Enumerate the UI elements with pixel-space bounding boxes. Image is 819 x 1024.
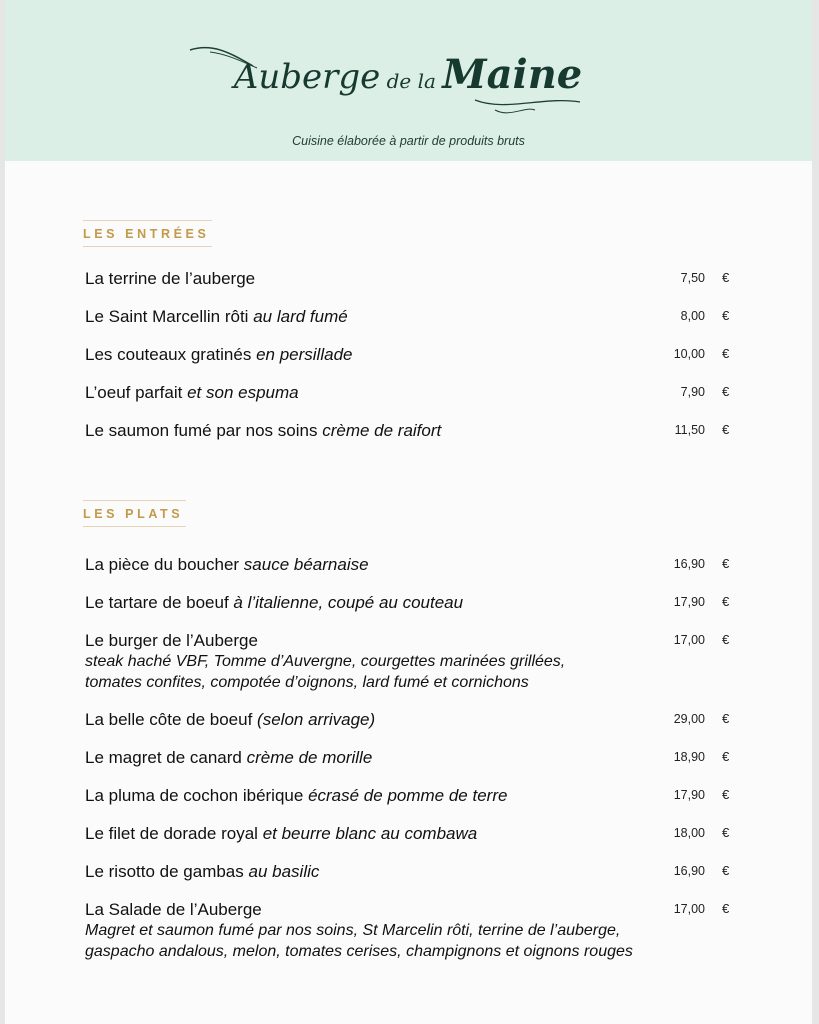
price: 16,90 <box>673 864 705 878</box>
price: 18,90 <box>673 750 705 764</box>
dish-description: steak haché VBF, Tomme d’Auvergne, courgettes marinées grillées, <box>85 653 566 670</box>
dish-description: gaspacho andalous, melon, tomates cerises, champignons et oignons rouges <box>85 943 633 960</box>
euro-symbol: € <box>722 384 730 399</box>
price: 17,90 <box>673 788 705 802</box>
dish-name: La pièce du boucher <box>85 555 240 574</box>
dish <box>85 344 685 365</box>
dish-name: La pluma de cochon ibérique <box>85 786 304 805</box>
dish-name: Le risotto de gambas <box>85 862 244 881</box>
dish-detail: crème de morille <box>246 748 373 767</box>
dish <box>85 709 685 730</box>
dish-name: Les couteaux gratinés <box>85 345 252 364</box>
dish-detail: sauce béarnaise <box>243 555 369 574</box>
section-title: LES ENTRÉES <box>83 220 212 247</box>
menu-item <box>5 630 812 709</box>
dish-detail: et beurre blanc au combawa <box>262 824 478 843</box>
dish-name: La terrine de l’auberge <box>85 269 256 288</box>
dish-detail: et son espuma <box>187 383 299 402</box>
dish <box>85 554 685 575</box>
dish-name: La belle côte de boeuf <box>85 710 253 729</box>
dish-name: Le tartare de boeuf <box>85 593 229 612</box>
euro-symbol: € <box>722 308 730 323</box>
restaurant-logo <box>5 38 812 118</box>
euro-symbol: € <box>722 270 730 285</box>
euro-symbol: € <box>722 749 730 764</box>
dish <box>85 420 685 441</box>
menu-item <box>5 306 812 344</box>
dish <box>85 861 685 882</box>
menu-header <box>5 0 812 161</box>
dish <box>85 306 685 327</box>
menu-item <box>5 420 812 458</box>
dish <box>85 382 685 403</box>
dish-detail: au basilic <box>248 862 320 881</box>
menu-item <box>5 344 812 382</box>
menu-item <box>5 861 812 899</box>
dish-name: Le burger de l’Auberge <box>85 631 258 650</box>
euro-symbol: € <box>722 556 730 571</box>
dish <box>85 630 685 693</box>
euro-symbol: € <box>722 863 730 878</box>
dish-name: Le magret de canard <box>85 748 242 767</box>
menu-item <box>5 268 812 306</box>
dish <box>85 592 685 613</box>
dish-name: Le saumon fumé par nos soins <box>85 421 318 440</box>
dish <box>85 823 685 844</box>
price: 10,00 <box>673 347 705 361</box>
svg-text:Auberge de la Maine: Auberge de la Maine <box>233 51 583 98</box>
price: 7,90 <box>680 385 705 399</box>
menu-item <box>5 592 812 630</box>
euro-symbol: € <box>722 901 730 916</box>
dish-description: Magret et saumon fumé par nos soins, St Marcelin rôti, terrine de l’auberge, <box>85 922 621 939</box>
dish <box>85 899 685 962</box>
price: 17,00 <box>673 633 705 647</box>
dish-name: Le Saint Marcellin rôti <box>85 307 249 326</box>
menu-items <box>5 268 812 458</box>
dish-detail: au lard fumé <box>253 307 348 326</box>
price: 17,00 <box>673 902 705 916</box>
dish-description: tomates confites, compotée d’oignons, lard fumé et cornichons <box>85 674 529 691</box>
price: 18,00 <box>673 826 705 840</box>
menu-item <box>5 823 812 861</box>
euro-symbol: € <box>722 711 730 726</box>
euro-symbol: € <box>722 422 730 437</box>
price: 11,50 <box>674 423 705 437</box>
menu-item <box>5 747 812 785</box>
euro-symbol: € <box>722 346 730 361</box>
price: 8,00 <box>680 309 705 323</box>
menu-item <box>5 785 812 823</box>
dish-detail: (selon arrivage) <box>257 710 376 729</box>
price: 17,90 <box>673 595 705 609</box>
menu-item <box>5 382 812 420</box>
menu-page <box>5 0 812 1024</box>
price: 29,00 <box>673 712 705 726</box>
tagline: Cuisine élaborée à partir de produits bruts <box>292 134 525 148</box>
euro-symbol: € <box>722 825 730 840</box>
menu-items <box>5 554 812 978</box>
section-title: LES PLATS <box>83 500 186 527</box>
menu-item <box>5 899 812 978</box>
dish-detail: en persillade <box>256 345 353 364</box>
dish <box>85 785 685 806</box>
euro-symbol: € <box>722 594 730 609</box>
dish-name: L’oeuf parfait <box>85 383 183 402</box>
price: 16,90 <box>673 557 705 571</box>
dish-detail: à l’italienne, coupé au couteau <box>233 593 464 612</box>
dish-detail: écrasé de pomme de terre <box>308 786 508 805</box>
price: 7,50 <box>680 271 705 285</box>
menu-item <box>5 554 812 592</box>
dish <box>85 268 685 289</box>
dish <box>85 747 685 768</box>
menu-item <box>5 709 812 747</box>
euro-symbol: € <box>722 787 730 802</box>
euro-symbol: € <box>722 632 730 647</box>
dish-name: Le filet de dorade royal <box>85 824 258 843</box>
dish-detail: crème de raifort <box>322 421 442 440</box>
dish-name: La Salade de l’Auberge <box>85 900 262 919</box>
